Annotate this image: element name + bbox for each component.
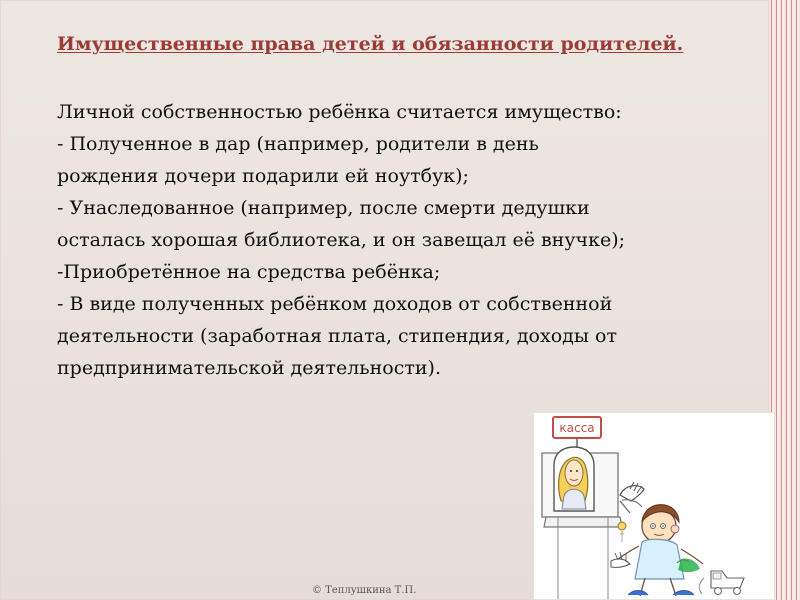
body-line: - Полученное в дар (например, родители в день xyxy=(57,133,539,155)
body-line: рождения дочери подарили ей ноутбук); xyxy=(57,165,469,187)
body-line: Личной собственностью ребёнка считается имущество: xyxy=(57,101,622,123)
body-text xyxy=(57,96,747,384)
body-line: деятельности (заработная плата, стипендия, доходы от xyxy=(57,325,617,347)
body-line: - Унаследованное (например, после смерти дедушки xyxy=(57,197,590,219)
body-line: - В виде полученных ребёнком доходов от собственной xyxy=(57,293,613,315)
illustration-frame xyxy=(533,412,775,600)
kassa-sign-text: касса xyxy=(559,421,595,435)
body-line: осталась хорошая библиотека, и он завещал её внучке); xyxy=(57,229,626,251)
body-line: -Приобретённое на средства ребёнка; xyxy=(57,261,441,283)
copyright-footer: © Теплушкина Т.П. xyxy=(312,585,417,596)
cashier-woman xyxy=(559,457,588,509)
body-line: предпринимательской деятельности). xyxy=(57,357,441,379)
slide-title: Имущественные права детей и обязанности родителей. xyxy=(57,33,684,55)
cashier-illustration xyxy=(534,413,774,599)
